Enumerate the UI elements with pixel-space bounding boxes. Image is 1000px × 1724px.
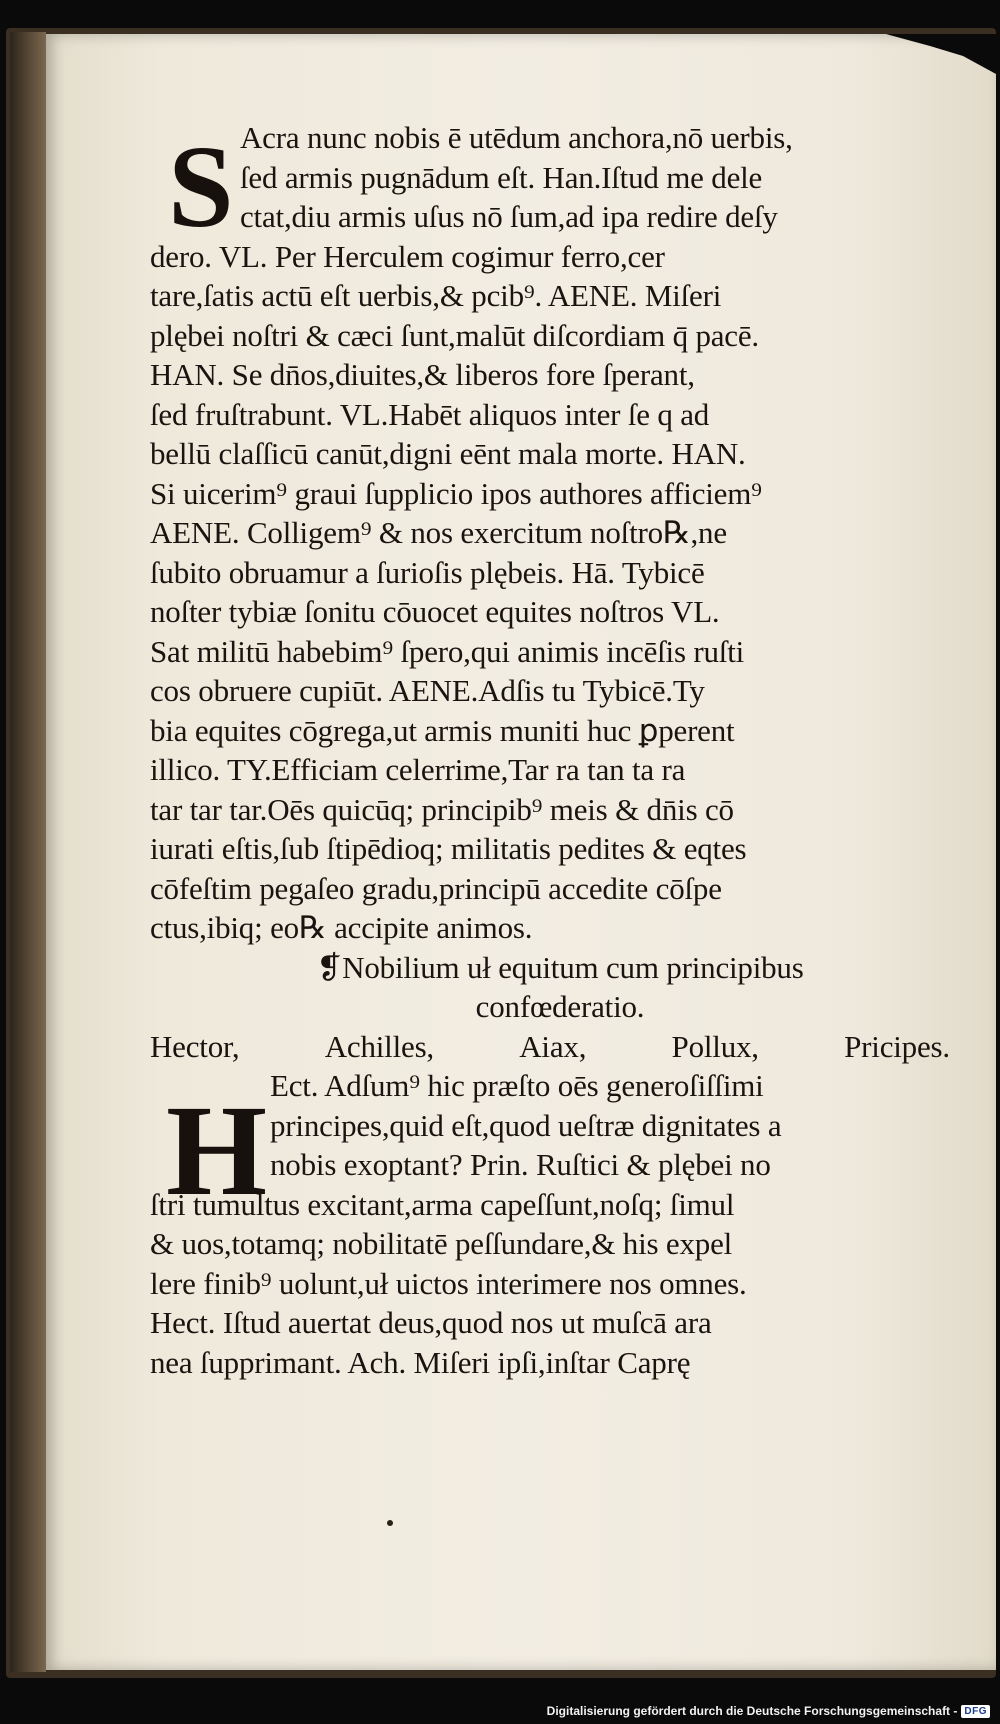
text-line: Ect. Adſum⁹ hic præſto oēs generoſiſſimi (270, 1068, 764, 1103)
speaker-name: Aiax, (519, 1028, 587, 1064)
text-line: AENE. Colligem⁹ & nos exercitum noſtro℞,ne (150, 515, 727, 550)
torn-corner (886, 34, 996, 74)
text-line: Sat militū habebim⁹ ſpero,qui animis incēſis ruſti (150, 633, 745, 669)
heading-line: ❡Nobilium uł equitum cum principibus (316, 949, 804, 985)
heading-line: confœderatio. (475, 989, 645, 1024)
digitization-footer (547, 1704, 990, 1718)
page-text (150, 118, 970, 1382)
text-line: bellū claſſicū canūt,digni eēnt mala morte. HAN. (150, 436, 746, 471)
text-line: plębei noſtri & cæci ſunt,malūt diſcordiam q̄ pacē. (150, 317, 759, 353)
drop-cap-s: S (168, 121, 234, 252)
text-line: cōfeſtim pegaſeo gradu,principū accedite cōſpe (150, 870, 722, 906)
text-line: tare,ſatis actū eſt uerbis,& pcib⁹. AENE. Miſeri (150, 278, 722, 313)
text-line: lere finib⁹ uolunt,uł uictos interimere nos omnes. (150, 1265, 747, 1301)
text-line: ctat,diu armis uſus nō ſum,ad ipa redire deſy (240, 199, 778, 234)
text-line: ſubito obruamur a ſurioſis plębeis. Hā. Tybicē (150, 554, 705, 590)
text-line: ſed armis pugnādum eſt. Han.Iſtud me dele (240, 159, 763, 195)
ink-dot (387, 1520, 393, 1526)
book-spine-edge (10, 32, 46, 1672)
text-line: Hect. Iſtud auertat deus,quod nos ut muſcā ara (150, 1305, 712, 1340)
drop-cap-h: H (166, 1079, 268, 1223)
speaker-name: Pollux, (671, 1028, 759, 1064)
text-line: HAN. Se dn̄os,diuites,& liberos fore ſperant, (150, 357, 695, 392)
speaker-name: Hector, (150, 1028, 240, 1064)
text-line: Acra nunc nobis ē utēdum anchora,nō uerbis, (240, 120, 793, 155)
section-dialogue-2 (150, 1066, 970, 1382)
text-line: principes,quid eſt,quod ueſtræ dignitates a (270, 1107, 782, 1143)
text-line: dero. VL. Per Herculem cogimur ferro,cer (150, 238, 665, 274)
text-line: ſed fruſtrabunt. VL.Habēt aliquos inter ſe q ad (150, 396, 710, 432)
text-line: iurati eſtis,ſub ſtipēdioq; militatis pedites & eqtes (150, 831, 747, 866)
text-line: & uos,totamq; nobilitatē peſſundare,& his expel (150, 1226, 733, 1261)
text-line: noſter tybiæ ſonitu cōuocet equites noſtros VL. (150, 594, 720, 629)
text-line: ſtri tumultus excitant,arma capeſſunt,noſq; ſimul (150, 1186, 735, 1222)
dfg-logo: DFG (961, 1705, 990, 1718)
text-line: ctus,ibiq; eo℞ accipite animos. (150, 910, 533, 945)
text-line: cos obruere cupiūt. AENE.Adſis tu Tybicē.Ty (150, 673, 705, 708)
speaker-list (150, 1027, 950, 1067)
text-line: nea ſupprimant. Ach. Miſeri ipſi,inſtar Caprę (150, 1344, 691, 1380)
text-line: illico. TY.Efficiam celerrime,Tar ra tan ta ra (150, 752, 686, 787)
text-line: tar tar tar.Oēs quicūq; principib⁹ meis & dn̄is cō (150, 791, 734, 827)
text-line: nobis exoptant? Prin. Ruſtici & plębei no (270, 1147, 771, 1182)
text-line: bia equites cōgrega,ut armis muniti huc ꝑperent (150, 712, 735, 748)
speaker-name: Achilles, (324, 1028, 434, 1064)
speaker-name: Pricipes. (844, 1028, 950, 1064)
section-heading (150, 948, 970, 1027)
section-dialogue-1 (150, 118, 970, 948)
text-line: Si uicerim⁹ graui ſupplicio ipos authores afficiem⁹ (150, 475, 762, 511)
footer-text: Digitalisierung gefördert durch die Deutsche Forschungsgemeinschaft - (546, 1704, 958, 1718)
